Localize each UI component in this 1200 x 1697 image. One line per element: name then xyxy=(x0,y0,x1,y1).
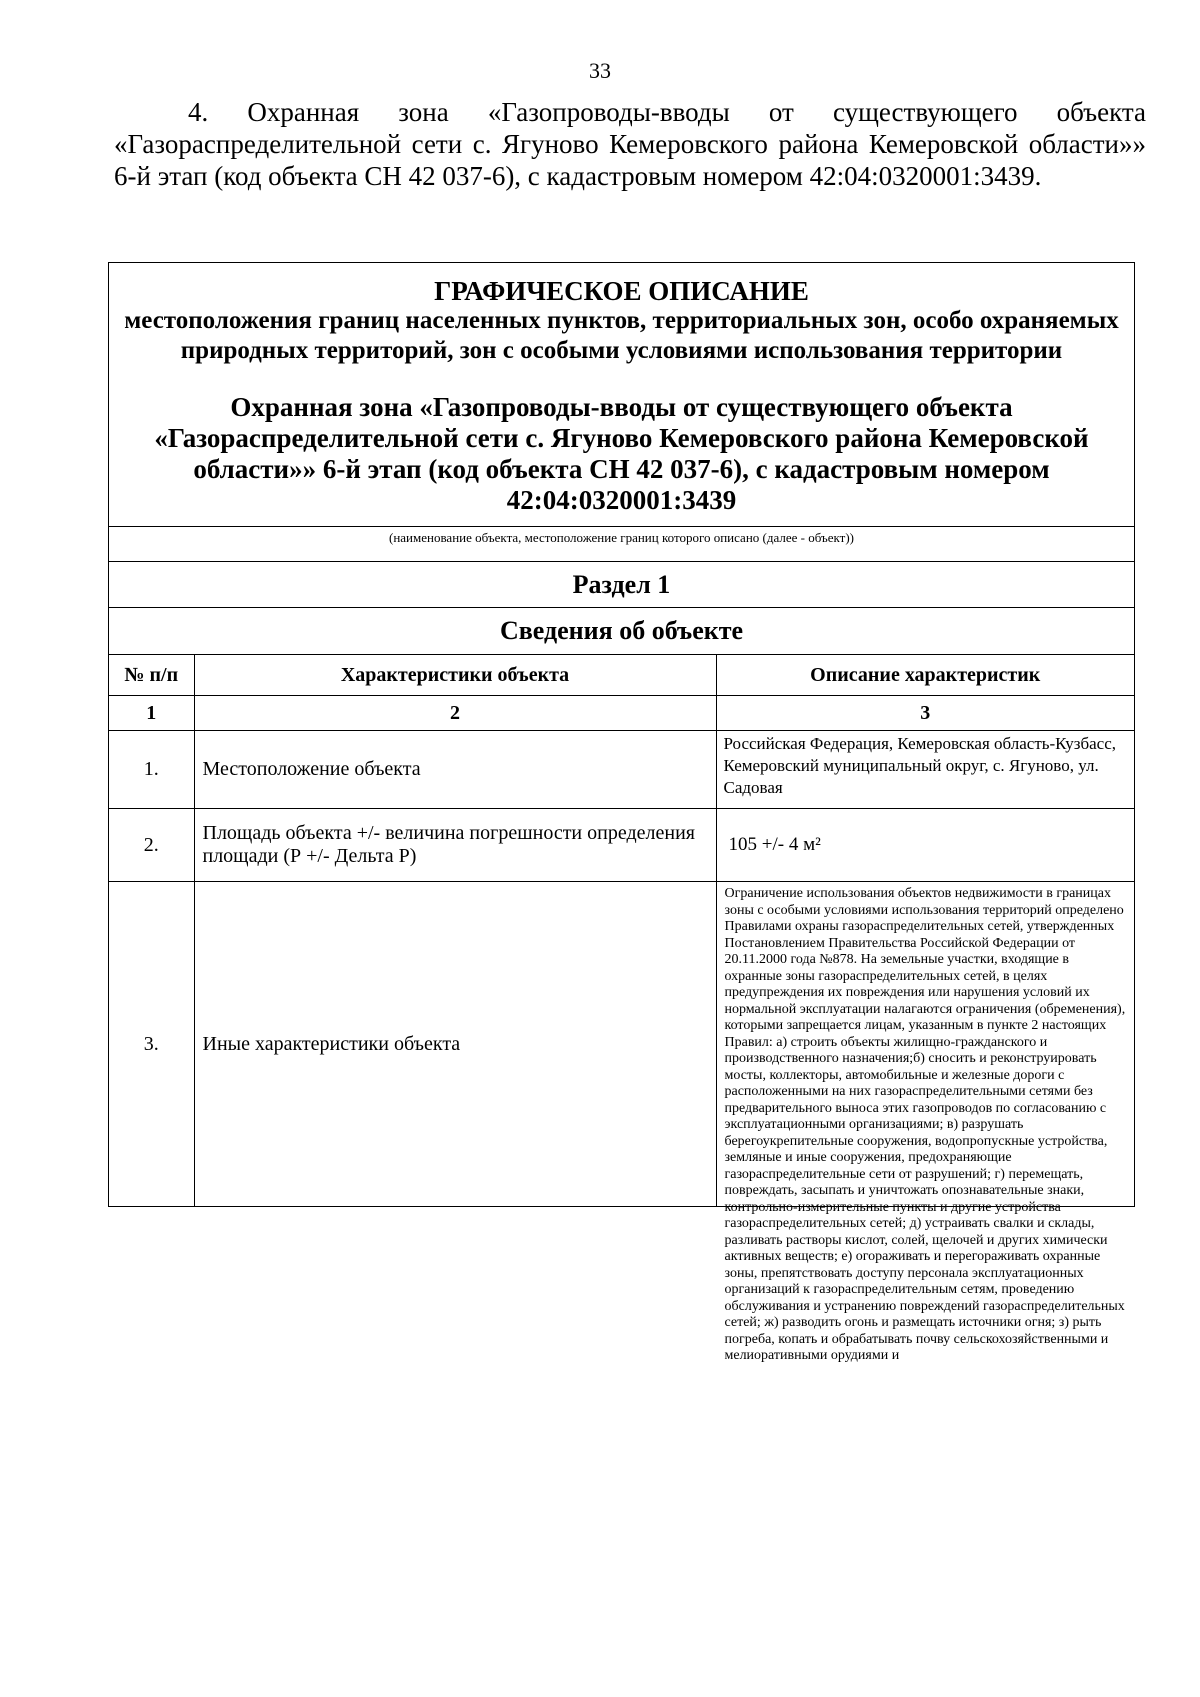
object-name: Охранная зона «Газопроводы-вводы от существующего объекта «Газораспределительной сети с. Ягуново Кемеровского района Кемеровской области»» 6-й этап (код объекта СН 42 037-6), с кадастровым номером 42:04:0320001:3439 xyxy=(154,392,1089,515)
column-header: Характеристики объекта xyxy=(194,655,716,696)
table-row xyxy=(109,809,1134,882)
table-row xyxy=(109,731,1134,809)
section-subtitle: Сведения об объекте xyxy=(109,608,1134,655)
intro-paragraph: 4. Охранная зона «Газопроводы-вводы от существующего объекта «Газораспределительной сети с. Ягуново Кемеровского района Кемеровской области»» 6-й этап (код объекта СН 42 037-6), с кадастровым номером 42:04:0320001:3439. xyxy=(114,97,1146,191)
row-description: Ограничение использования объектов недвижимости в границах зоны с особыми условиями использования территорий определено Правилами охраны газораспределительных сетей, утвержденных Постановлением Правительства Российской Федерации от 20.11.2000 года №878. На земельные участки, входящие в охранные зоны газораспределительных сетей, в целях предупреждения их повреждения или нарушения условий их нормальной эксплуатации налагаются ограничения (обременения), которыми запрещается лицам, указанным в пункте 2 настоящих Правил: а) строить объекты жилищно-гражданского и производственного назначения;б) сносить и реконструировать мосты, коллекторы, автомобильные и железные дороги с расположенными на них газораспределительными сетями без предварительного выноса этих газопроводов по согласованию с эксплуатационными организациями; в) разрушать берегоукрепительные сооружения, водопропускные устройства, земляные и иные сооружения, предохраняющие газораспределительные сети от разрушений; г) перемещать, повреждать, засыпать и уничтожать опознавательные знаки, контрольно-измерительные пункты и другие устройства газораспределительных сетей; д) устраивать свалки и склады, разливать растворы кислот, солей, щелочей и других химически активных веществ; е) огораживать и перегораживать охранные зоны, препятствовать доступу персонала эксплуатационных организаций к газораспределительным сетям, проведению обслуживания и устранению повреждений газораспределительных сетей; ж) разводить огонь и размещать источники огня; з) рыть погреба, копать и обрабатывать почву сельскохозяйственными и мелиоративными орудиями и xyxy=(724,886,1126,1363)
row-description: 105 +/- 4 м² xyxy=(716,809,1134,882)
row-description: Российская Федерация, Кемеровская область-Кузбасс, Кемеровский муниципальный округ, с. Ягуново, ул. Садовая xyxy=(716,731,1134,809)
row-characteristic: Местоположение объекта xyxy=(194,731,716,809)
table-row xyxy=(109,882,1134,1207)
column-header: № п/п xyxy=(109,655,194,696)
column-number: 3 xyxy=(716,696,1134,731)
column-number: 1 xyxy=(109,696,194,731)
graphic-description-form xyxy=(108,262,1135,1363)
row-number: 2. xyxy=(109,809,194,882)
table-header-row xyxy=(109,655,1134,696)
column-number: 2 xyxy=(194,696,716,731)
object-info-table xyxy=(109,655,1134,1363)
section-title: Раздел 1 xyxy=(109,562,1134,608)
row-characteristic: Иные характеристики объекта xyxy=(194,882,716,1207)
document-subtitle: местоположения границ населенных пунктов, территориальных зон, особо охраняемых природных территорий, зон с особыми условиями использования территории xyxy=(124,307,1119,364)
page-number: 33 xyxy=(589,58,611,83)
row-description-cell xyxy=(716,882,1134,1363)
column-header: Описание характеристик xyxy=(716,655,1134,696)
column-number-row xyxy=(109,696,1134,731)
title-block xyxy=(109,263,1134,516)
document-title: ГРАФИЧЕСКОЕ ОПИСАНИЕ xyxy=(434,276,809,306)
row-number: 3. xyxy=(109,882,194,1207)
object-caption: (наименование объекта, местоположение границ которого описано (далее - объект)) xyxy=(109,526,1134,562)
row-characteristic: Площадь объекта +/- величина погрешности определения площади (Р +/- Дельта Р) xyxy=(194,809,716,882)
row-number: 1. xyxy=(109,731,194,809)
